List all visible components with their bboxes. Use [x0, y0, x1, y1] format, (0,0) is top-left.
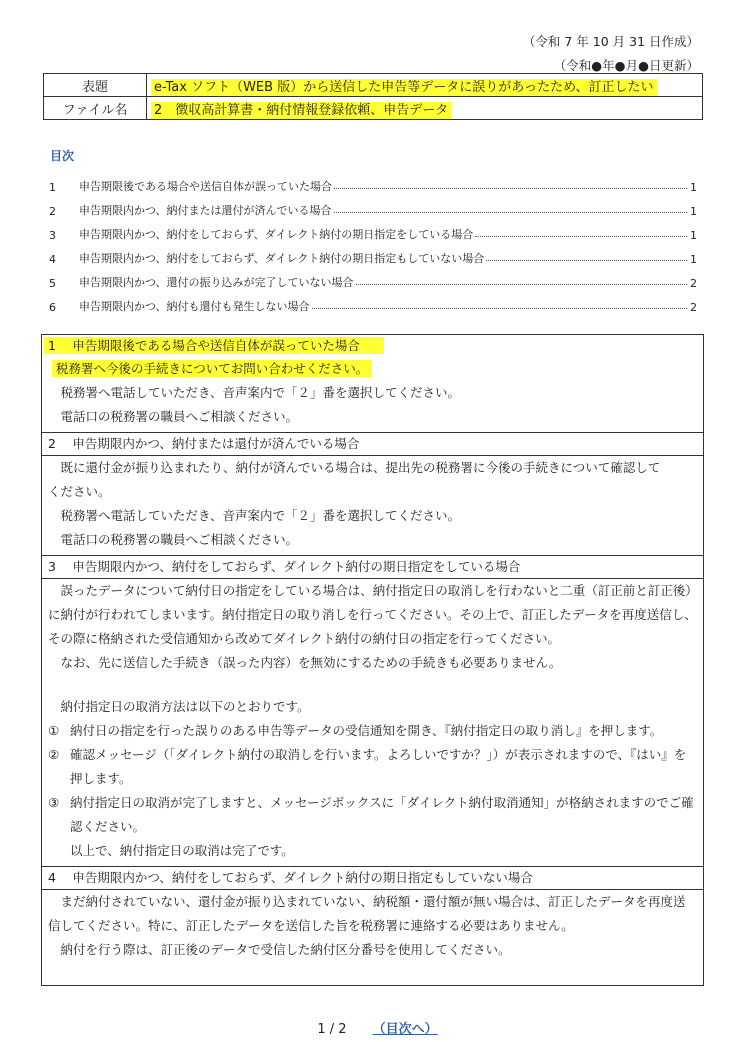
toc-item[interactable]	[49, 242, 697, 266]
toc-item-number: 3	[49, 229, 56, 242]
title-value-cell	[147, 74, 703, 97]
updated-date: （令和●年●月●日更新）	[553, 58, 699, 73]
section-4-body	[42, 890, 703, 965]
title-value: e-Tax ソフト（WEB 版）から送信した申告等データに誤りがあったため、訂正したい	[151, 79, 657, 96]
toc-item-text: 申告期限内かつ、還付の振り込みが完了していない場合	[79, 276, 354, 289]
content-box	[41, 334, 704, 986]
step-marker: ①	[48, 723, 60, 738]
file-value-cell	[147, 97, 703, 120]
section-4-paragraph: 納付を行う際は、訂正後のデータで受信した納付区分番号を使用してください。	[60, 942, 511, 957]
step-text: 納付日の指定を行った誤りのある申告等データの受信通知を開き、『納付指定日の取り消し』を押します。	[70, 723, 663, 738]
section-4-heading: 4 申告期限内かつ、納付をしておらず、ダイレクト納付の期日指定もしていない場合	[42, 867, 703, 890]
toc-leader-dots	[475, 236, 687, 237]
spacer	[48, 675, 697, 695]
section-3-paragraph: 誤ったデータについて納付日の指定をしている場合は、納付指定日の取消しを行わないと二重（訂正前と訂正後）に納付が行われてしまいます。納付指定日の取り消しを行ってください。その上で、訂正したデータを再度送信し、その際に格納された受信通知から改めてダイレクト納付の納付日の指定を行ってください。	[48, 583, 697, 646]
section-1-lead	[48, 357, 697, 381]
toc-item-page: 2	[690, 277, 697, 290]
toc-item-text: 申告期限後である場合や送信自体が誤っていた場合	[79, 180, 332, 193]
table-of-contents	[49, 170, 697, 314]
section-3-paragraph: 納付指定日の取消方法は以下のとおりです。	[60, 699, 310, 714]
page-footer	[0, 1018, 755, 1037]
section-2-paragraph: 税務署へ電話していただき、音声案内で「２」番を選択してください。	[60, 508, 461, 523]
toc-link[interactable]: （目次へ）	[372, 1022, 438, 1037]
section-3-heading: 3 申告期限内かつ、納付をしておらず、ダイレクト納付の期日指定をしている場合	[42, 556, 703, 579]
section-1-heading-text: 1 申告期限後である場合や送信自体が誤っていた場合	[44, 337, 384, 354]
toc-item[interactable]	[49, 194, 697, 218]
title-label: 表題	[44, 74, 147, 97]
toc-leader-dots	[486, 260, 687, 261]
toc-item-number: 4	[49, 253, 56, 266]
created-date: （令和 7 年 10 月 31 日作成）	[522, 34, 699, 49]
toc-leader-dots	[312, 308, 687, 309]
toc-item-number: 5	[49, 277, 56, 290]
file-value: 2 徴収高計算書・納付情報登録依頼、申告データ	[151, 102, 451, 119]
step-text: 確認メッセージ（「ダイレクト納付の取消しを行います。よろしいですか？」）が表示されますので、『はい』を押します。	[70, 747, 687, 786]
section-2-paragraph: 電話口の税務署の職員へご相談ください。	[60, 532, 299, 547]
toc-item-page: 1	[690, 229, 697, 242]
toc-item[interactable]	[49, 290, 697, 314]
toc-item-text: 申告期限内かつ、納付または還付が済んでいる場合	[79, 204, 332, 217]
toc-item-text: 申告期限内かつ、納付をしておらず、ダイレクト納付の期日指定もしていない場合	[79, 252, 485, 265]
document-dates	[523, 30, 699, 78]
section-3-closing: 以上で、納付指定日の取消は完了です。	[70, 843, 294, 858]
toc-heading: 目次	[50, 149, 75, 163]
toc-item-page: 2	[690, 301, 697, 314]
page-number: 1 / 2	[317, 1022, 347, 1037]
section-2-heading: 2 申告期限内かつ、納付または還付が済んでいる場合	[42, 433, 703, 456]
toc-item-number: 2	[49, 205, 56, 218]
section-1-paragraph: 税務署へ電話していただき、音声案内で「２」番を選択してください。	[60, 385, 461, 400]
toc-item[interactable]	[49, 266, 697, 290]
toc-item-text: 申告期限内かつ、納付をしておらず、ダイレクト納付の期日指定をしている場合	[79, 228, 474, 241]
toc-item-number: 1	[49, 181, 56, 194]
info-table	[43, 73, 703, 120]
step-item	[48, 743, 697, 791]
step-text: 納付指定日の取消が完了しますと、メッセージボックスに「ダイレクト納付取消通知」が格納されますのでご確認ください。	[70, 795, 694, 834]
file-label: ファイル名	[44, 97, 147, 120]
section-2-paragraph: ください。	[48, 484, 111, 499]
toc-leader-dots	[356, 284, 687, 285]
section-3-body	[42, 579, 703, 867]
toc-item[interactable]	[49, 218, 697, 242]
toc-leader-dots	[334, 188, 687, 189]
toc-item-number: 6	[49, 301, 56, 314]
section-2-paragraph: 既に還付金が振り込まれたり、納付が済んでいる場合は、提出先の税務署に今後の手続きについて確認して	[60, 460, 661, 475]
section-1-paragraph: 電話口の税務署の職員へご相談ください。	[60, 409, 299, 424]
toc-item-text: 申告期限内かつ、納付も還付も発生しない場合	[79, 300, 310, 313]
toc-item-page: 1	[690, 253, 697, 266]
section-4-paragraph: まだ納付されていない、還付金が振り込まれていない、納税額・還付額が無い場合は、訂正したデータを再度送信してください。特に、訂正したデータを送信した旨を税務署に連絡する必要はありません。	[48, 894, 686, 933]
section-1-body	[42, 357, 703, 433]
step-marker: ③	[48, 795, 60, 810]
toc-leader-dots	[334, 212, 687, 213]
section-1-lead-text: 税務署へ今後の手続きについてお問い合わせください。	[52, 360, 372, 377]
toc-item-page: 1	[690, 205, 697, 218]
step-item	[48, 719, 697, 743]
section-2-body	[42, 456, 703, 556]
section-1-heading	[42, 335, 703, 357]
step-item	[48, 791, 697, 839]
step-marker: ②	[48, 747, 60, 762]
toc-item[interactable]	[49, 170, 697, 194]
toc-item-page: 1	[690, 181, 697, 194]
section-3-paragraph: なお、先に送信した手続き（誤った内容）を無効にするための手続きも必要ありません。	[60, 655, 562, 670]
